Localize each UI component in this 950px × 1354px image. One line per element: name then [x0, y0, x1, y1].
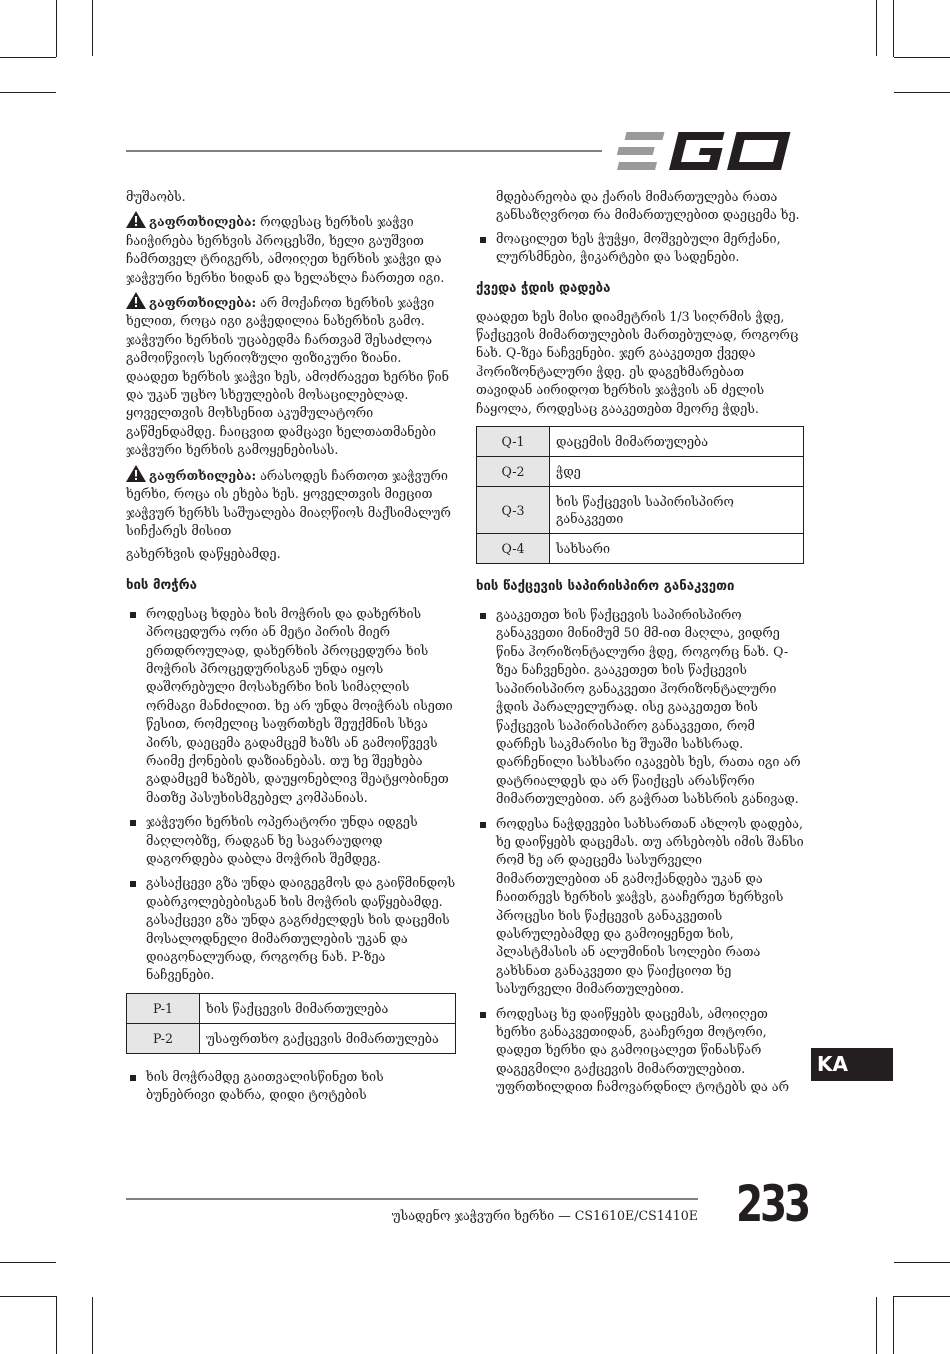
table-row [477, 534, 804, 564]
table-key: P-1 [127, 993, 200, 1023]
table-value: უსაფრთხო გაქცევის მიმართულება [200, 1023, 456, 1053]
warning-triangle-icon [126, 465, 146, 482]
warning-paragraph [126, 465, 456, 541]
list-item: როდესაც ხდება ხის მოჭრის და დახერხის პროცედურა ორი ან მეტი პირის მიერ ერთდროულად, დახერხის პროცედურა ხის მოჭრის პროცედურისგან უნდა იყოს დაშორებული მოსახერხი ხის სიმაღლის ორმაგი მანძილით. ხე არ უნდა მოიჭრას ისეთი წესით, რომელიც საფრთხეს შეუქმნის სხვა პირს, დაეცემა გადამცემ ხაზს ან გამოიწვევს რაიმე ქონების დაზიანებას. თუ ხე შეეხება გადამცემ ხაზებს, დაუყონებლივ შეატყობინეთ მათზე პასუხისმგებელ კომპანიას. [126, 605, 456, 807]
table-row [127, 1023, 456, 1053]
warning-label: გაფრთხილება: [149, 295, 257, 311]
crop-mark [893, 1296, 894, 1354]
warning-triangle-icon [126, 292, 146, 309]
table-key: Q-1 [477, 427, 550, 457]
bullet-list [126, 1068, 456, 1105]
warning-triangle-icon [126, 211, 146, 228]
list-item: გასაქცევი გზა უნდა დაიგეგმოს და გაიწმინდოს დაბრკოლებებისგან ხის მოჭრის დაწყებამდე. გასაქცევი გზა უნდა გაგრძელდეს ხის დაცემის მოსალოდნელი მიმართულების უკან და დიაგონალურად, როგორც ნახ. P-ზეა ნაჩვენები. [126, 874, 456, 984]
header-rule [126, 150, 602, 152]
page-number: 233 [736, 1175, 809, 1233]
legend-table-q [476, 426, 804, 564]
warning-text: როდესაც ხერხის ჯაჭვი ჩაიჭირება ხერხვის პროცესში, ხელი გაუშვით ჩამრთველ ტრიგერს, ამოიღეთ ხერხის ჯაჭვი და ჯაჭვური ხერხი ხიდან და ხელახლა ჩართეთ იგი. [126, 214, 445, 285]
bullet-list [126, 605, 456, 985]
warning-text: არ მოქაჩოთ ხერხის ჯაჭვი ხელით, როცა იგი გაჭედილია ნახერხის გამო. ჯაჭვური ხერხის უცაბედმა ჩართვამ შესაძლოა გამოიწვიოს სერიოზული ფიზიკური ზიანი. დაადეთ ხერხის ჯაჭვი ხეს, ამოძრავეთ ხერხი წინ და უკან უცხო სხეულების მოსაცილებლად. ყოველთვის მოხსენით აკუმულატორი გაწმენდამდე. ჩაიცვით დამცავი ხელთათმანები ჯაჭვური ხერხის გამოყენებისას. [126, 295, 449, 458]
crop-mark [876, 1297, 877, 1354]
crop-mark [92, 0, 93, 56]
list-item: მოაცილეთ ხეს ჭუჭყი, მოშვებული მერქანი, ლურსმნები, ჭიკარტები და სადენები. [476, 230, 804, 267]
table-row [477, 427, 804, 457]
legend-table-p [126, 993, 456, 1054]
list-item: ჯაჭვური ხერხის ოპერატორი უნდა იდგეს მაღლობზე, რადგან ხე სავარაუდოდ დაგორდება დაბლა მოჭრის შემდეგ. [126, 813, 456, 868]
table-value: ჭდე [550, 457, 804, 487]
crop-mark [56, 0, 57, 57]
table-value: დაცემის მიმართულება [550, 427, 804, 457]
crop-mark [92, 1297, 93, 1354]
list-item: ხის მოჭრამდე გაითვალისწინეთ ხის ბუნებრივი დახრა, დიდი ტოტების [126, 1068, 456, 1105]
paragraph: დაადეთ ხეს მისი დიამეტრის 1/3 სიღრმის ჭდე, წაქცევის მიმართულების მართებულად, როგორც ნახ. Q-ზეა ნაჩვენები. ჯერ გააკეთეთ ქვედა ჰორიზონტალური ჭდე. ეს დაგეხმარებათ თავიდან აირიდოთ ხერხის ჯაჭვის ან ძელის ჩაყოლა, როდესაც გააკეთებთ მეორე ჭდეს. [476, 308, 799, 416]
ego-logo [617, 130, 801, 172]
table-key: Q-4 [477, 534, 550, 564]
warning-paragraph [126, 292, 456, 460]
table-value: ხის წაქცევის საპირისპირო განაკვეთი [550, 487, 804, 534]
crop-mark [894, 1262, 950, 1263]
warning-text: არასოდეს ჩართოთ ჯაჭვური ხერხი, როცა ის ეხება ხეს. ყოველთვის მიეცით ჯაჭვურ ხერხს საშუალება მიაღწიოს მაქსიმალურ სიჩქარეს მისით [126, 467, 451, 538]
section-heading-felling: ხის მოჭრა [126, 577, 197, 593]
table-key: Q-2 [477, 457, 550, 487]
crop-mark [894, 1296, 950, 1297]
language-tab: KA [811, 1048, 893, 1081]
crop-mark [893, 0, 894, 57]
crop-mark [894, 57, 950, 58]
crop-mark [0, 1262, 56, 1263]
warning-label: გაფრთხილება: [149, 467, 257, 483]
footer-rule [126, 1198, 698, 1200]
warning-label: გაფრთხილება: [149, 214, 257, 230]
bullet-list [476, 230, 804, 267]
table-value: სახსარი [550, 534, 804, 564]
table-row [477, 457, 804, 487]
crop-mark [56, 1296, 57, 1354]
right-column [476, 188, 804, 1103]
section-heading-notch: ქვედა ჭდის დადება [476, 280, 611, 296]
table-row [127, 993, 456, 1023]
table-value: ხის წაქცევის მიმართულება [200, 993, 456, 1023]
list-item: გააკეთეთ ხის წაქცევის საპირისპირო განაკვეთი მინიმუმ 50 მმ-ით მაღლა, ვიდრე წინა ჰორიზონტალური ჭდე, როგორც ნახ. Q-ზეა ნაჩვენები. გააკეთეთ ხის წაქცევის საპირისპირო განაკვეთი ჰორიზონტალური ჭდის პარალელურად. ისე გააკეთეთ ხის წაქცევის საპირისპირო განაკვეთი, რომ დარჩეს საკმარისი ხე შუაში სახსრად. დარჩენილი სახსარი იკავებს ხეს, რათა იგი არ დატრიალდეს და არ წაიქცეს არასწორი მიმართულებით. არ გაჭრათ სახსრის განივად. [476, 606, 804, 808]
bullet-list [476, 606, 804, 1097]
list-item: როდესაც ხე დაიწყებს დაცემას, ამოიღეთ ხერხი განაკვეთიდან, გააჩერეთ მოტორი, დადეთ ხერხი და გამოიცალეთ წინასწარ დაგეგმილი გაქცევის მიმართულებით. უფრთხილდით ჩამოვარდნილ ტოტებს და არ [476, 1005, 804, 1097]
section-heading-backcut: ხის წაქცევის საპირისპირო განაკვეთი [476, 579, 735, 595]
crop-mark [894, 92, 950, 93]
crop-mark [0, 92, 56, 93]
warning-paragraph [126, 211, 456, 287]
paragraph: მუშაობს. [126, 189, 186, 204]
left-column [126, 188, 456, 1111]
table-key: Q-3 [477, 487, 550, 534]
crop-mark [0, 1296, 56, 1297]
paragraph: გახერხვის დაწყებამდე. [126, 546, 281, 562]
paragraph: მდებარეობა და ქარის მიმართულება რათა განსაზღვროთ რა მიმართულებით დაეცემა ხე. [496, 189, 800, 223]
crop-mark [876, 0, 877, 56]
table-row [477, 487, 804, 534]
table-key: P-2 [127, 1023, 200, 1053]
list-item: როდესა ნაჭდევები სახსართან ახლოს დადება, ხე დაიწყებს დაცემას. თუ არსებობს იმის შანსი რომ ხე არ დაეცემა სასურველი მიმართულებით ან გამოქანდება უკან და ჩაითრევს ხერხის ჯაჭვს, გააჩერეთ ხერხვის პროცესი ხის წაქცევის განაკვეთის დასრულებამდე და გამოიყენეთ ხის, პლასტმასის ან ალუმინის სოლები რათა გახსნათ განაკვეთი და წაიქციოთ ხე სასურველი მიმართულებით. [476, 815, 804, 999]
footer-text: უსადენო ჯაჭვური ხერხი — CS1610E/CS1410E [391, 1208, 698, 1223]
crop-mark [0, 57, 56, 58]
